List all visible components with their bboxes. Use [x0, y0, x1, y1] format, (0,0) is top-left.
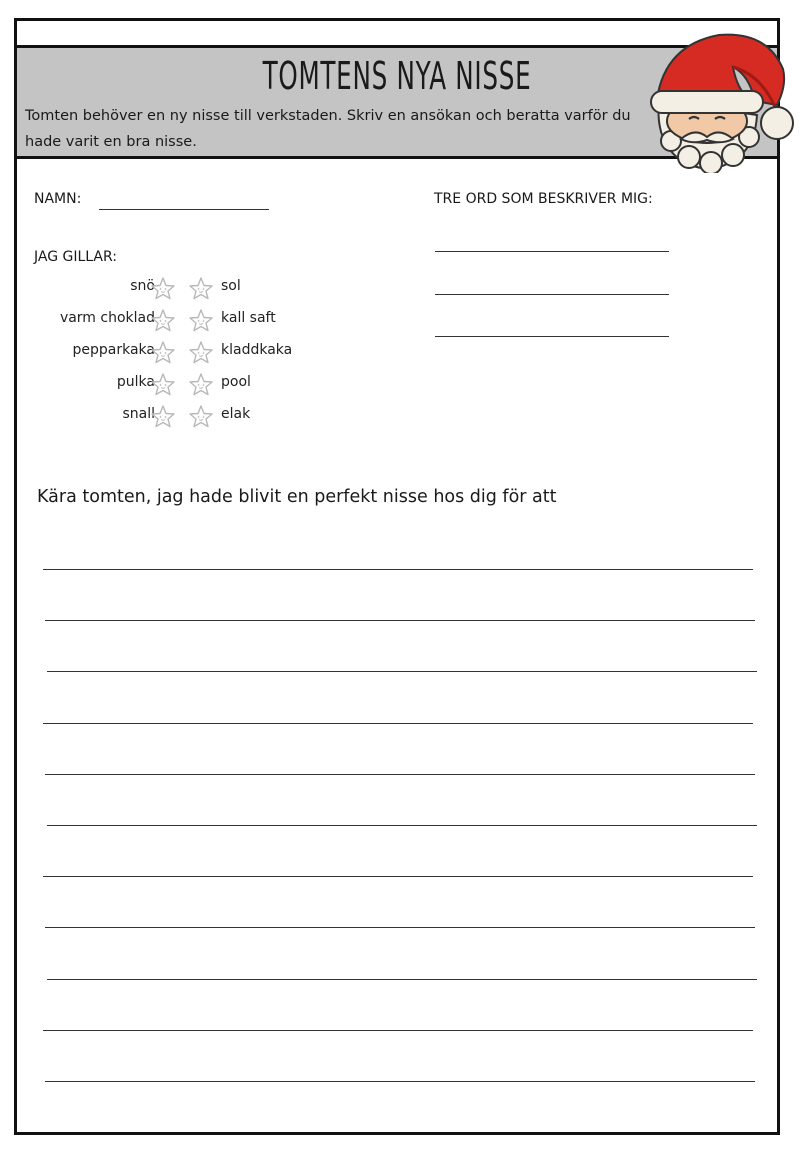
page-title: TOMTENS NYA NISSE	[262, 54, 532, 98]
likes-option-left: pulka	[116, 374, 155, 390]
star-icon[interactable]	[188, 372, 214, 396]
star-icon[interactable]	[188, 404, 214, 428]
likes-row	[35, 372, 335, 396]
likes-option-left: pepparkaka	[72, 342, 155, 358]
writing-line[interactable]	[47, 671, 757, 672]
likes-option-left: snall	[122, 406, 155, 422]
star-icon[interactable]	[150, 308, 176, 332]
likes-option-right: sol	[221, 278, 241, 294]
three-words-label: TRE ORD SOM BESKRIVER MIG:	[434, 191, 653, 207]
star-icon[interactable]	[150, 404, 176, 428]
writing-line[interactable]	[43, 723, 753, 724]
intro-text: Tomten behöver en ny nisse till verkstaden. Skriv en ansökan och beratta varför du hade varit en bra nisse.	[25, 108, 631, 150]
likes-option-left: varm choklad	[59, 310, 155, 326]
name-field[interactable]	[99, 209, 269, 210]
star-icon[interactable]	[188, 340, 214, 364]
star-icon[interactable]	[150, 340, 176, 364]
likes-row	[35, 276, 335, 300]
writing-line[interactable]	[45, 774, 755, 775]
likes-option-right: elak	[221, 406, 251, 422]
writing-line[interactable]	[45, 927, 755, 928]
star-icon[interactable]	[188, 276, 214, 300]
likes-row	[35, 404, 335, 428]
star-icon[interactable]	[150, 276, 176, 300]
likes-row	[35, 308, 335, 332]
star-icon[interactable]	[188, 308, 214, 332]
letter-prompt: Kära tomten, jag hade blivit en perfekt nisse hos dig för att	[37, 487, 557, 507]
word-field-1[interactable]	[435, 251, 669, 252]
writing-line[interactable]	[43, 876, 753, 877]
likes-option-right: kall saft	[221, 310, 276, 326]
santa-icon	[637, 23, 797, 173]
writing-line[interactable]	[45, 620, 755, 621]
name-label: NAMN:	[34, 191, 82, 207]
likes-row	[35, 340, 335, 364]
star-icon[interactable]	[150, 372, 176, 396]
likes-option-right: pool	[221, 374, 251, 390]
word-field-3[interactable]	[435, 336, 669, 337]
likes-option-right: kladdkaka	[221, 342, 293, 358]
likes-label: JAG GILLAR:	[34, 249, 118, 265]
likes-option-left: snö	[130, 278, 155, 294]
writing-line[interactable]	[47, 979, 757, 980]
worksheet-page	[14, 18, 780, 1135]
writing-line[interactable]	[47, 825, 757, 826]
writing-line[interactable]	[45, 1081, 755, 1082]
writing-line[interactable]	[43, 569, 753, 570]
writing-line[interactable]	[43, 1030, 753, 1031]
word-field-2[interactable]	[435, 294, 669, 295]
